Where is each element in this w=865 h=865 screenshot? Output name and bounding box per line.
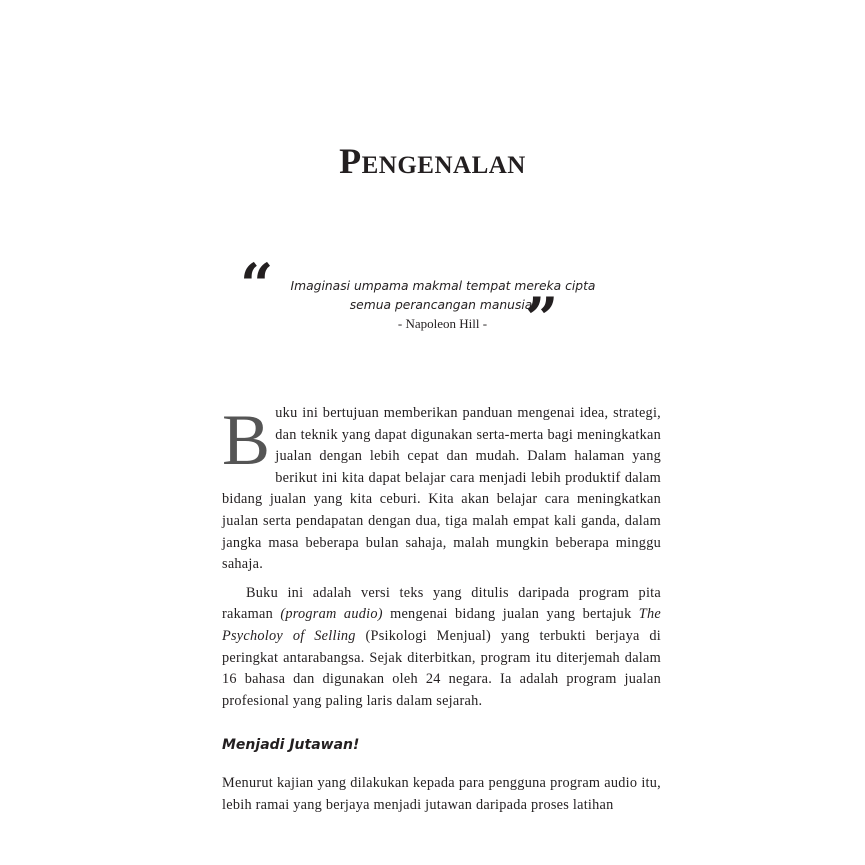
quote-author: - Napoleon Hill - bbox=[397, 316, 488, 331]
body-text bbox=[222, 400, 661, 816]
quote-text: Imaginasi umpama makmal tempat mereka cipta semua perancangan manusia. bbox=[290, 279, 596, 312]
close-quote-mark-icon: ” bbox=[525, 285, 559, 353]
page-title: Pengenalan bbox=[339, 141, 526, 181]
drop-cap: B bbox=[222, 400, 271, 480]
paragraph-program-text-2: mengenai bidang jualan yang bertajuk bbox=[382, 606, 639, 623]
italic-book-title: The Psycholoy of Selling bbox=[222, 606, 661, 644]
paragraph-intro bbox=[222, 400, 661, 576]
paragraph-study: Menurut kajian yang dilakukan kepada para pengguna program audio itu, lebih ramai yang berjaya menjadi jutawan daripada proses latihan bbox=[222, 774, 661, 813]
epigraph-quote bbox=[240, 251, 625, 353]
paragraph-program bbox=[222, 583, 661, 713]
section-heading: Menjadi Jutawan! bbox=[222, 737, 360, 754]
open-quote-mark-icon: “ bbox=[240, 251, 274, 319]
paragraph-intro-text: uku ini bertujuan memberikan panduan mengenai idea, strategi, dan teknik yang dapat digunakan serta-merta bagi meningkatkan jualan dengan lebih cepat dan mudah. Dalam halaman yang berikut ini kita dapat belajar cara menjadi lebih produktif dalam bidang jualan yang kita ceburi. Kita akan belajar cara meningkatkan jualan serta pendapatan dengan dua, tiga malah empat kali ganda, dalam jangka masa beberapa bulan sahaja, malah mungkin beberapa minggu sahaja. bbox=[222, 405, 661, 573]
italic-program-audio: (program audio) bbox=[280, 606, 383, 623]
paragraph-program-text-1: Buku ini adalah versi teks yang ditulis daripada program pita rakaman bbox=[222, 584, 661, 623]
paragraph-program-text-3: (Psikologi Menjual) yang terbukti berjaya di peringkat antarabangsa. Sejak diterbitkan, program itu diterjemah dalam 16 bahasa dan digunakan oleh 24 negara. Ia adalah program jualan profesional yang paling laris dalam sejarah. bbox=[222, 627, 661, 709]
